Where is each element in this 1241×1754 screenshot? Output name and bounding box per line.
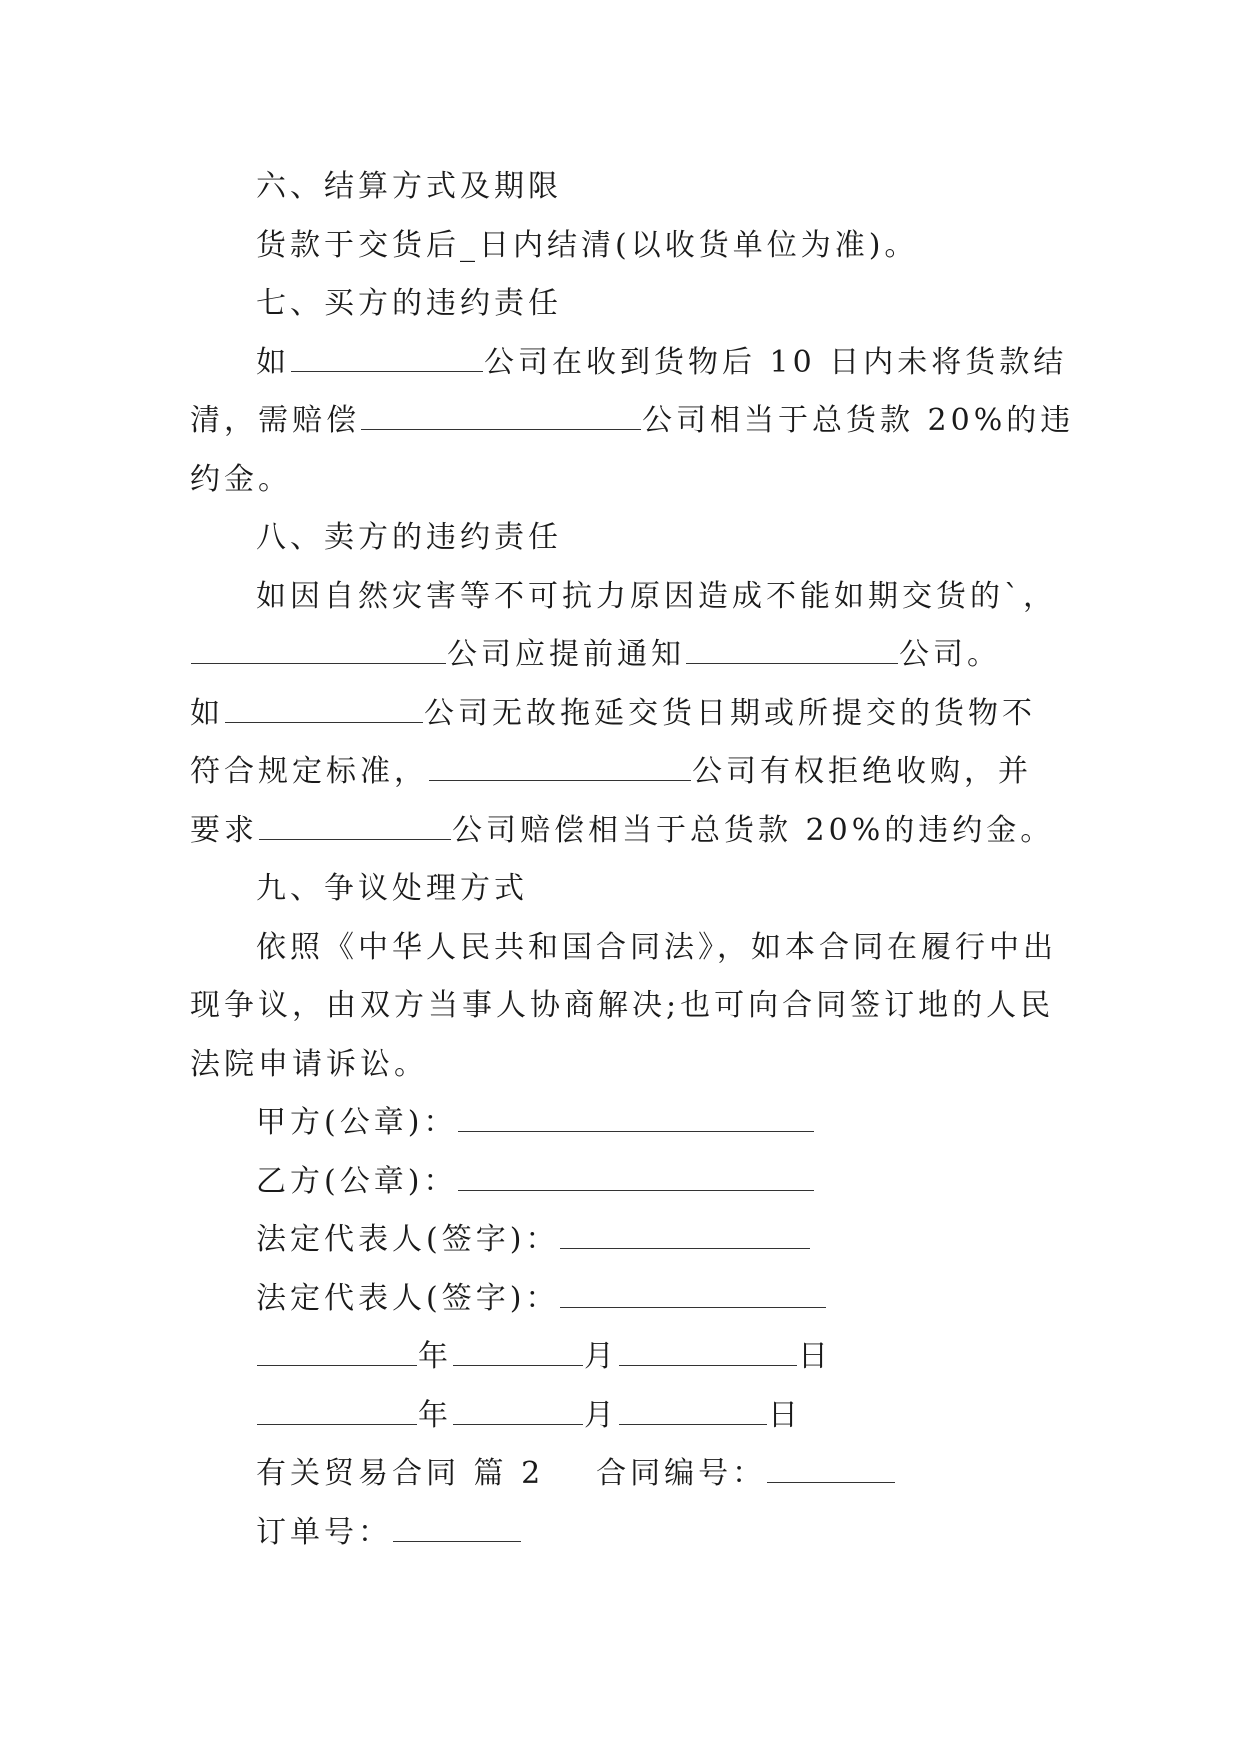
section-9-line-2: 现争议，由双方当事人协商解决;也可向合同签订地的人民 xyxy=(190,988,1055,1023)
blank-field[interactable] xyxy=(429,756,691,781)
month-field[interactable] xyxy=(453,1341,583,1366)
section-7-heading: 七、买方的违约责任 xyxy=(256,286,562,321)
section-9-line-3: 法院申请诉讼。 xyxy=(190,1046,428,1082)
legal-rep-2: 法定代表人(签字)： xyxy=(190,1270,1052,1329)
order-number-field[interactable] xyxy=(393,1517,521,1542)
day-field[interactable] xyxy=(619,1400,767,1425)
section-8-line-2: 公司应提前通知 公司。 xyxy=(190,626,1052,685)
contract-number-label: 合同编号： xyxy=(596,1456,767,1491)
section-6-heading: 六、结算方式及期限 xyxy=(256,169,562,204)
day-field[interactable] xyxy=(619,1341,797,1366)
section-8-line-1: 如因自然灾害等不可抗力原因造成不能如期交货的`， xyxy=(256,578,1057,614)
section-8-line-5: 要求 公司赔偿相当于总货款 20%的违约金。 xyxy=(190,812,1055,848)
date-line-1: 年 月 日 xyxy=(190,1328,1052,1387)
year-field[interactable] xyxy=(257,1341,417,1366)
blank-field[interactable] xyxy=(361,405,641,430)
section-9-heading: 九、争议处理方式 xyxy=(256,871,528,906)
blank-field[interactable] xyxy=(225,698,423,723)
part-2-title: 有关贸易合同 篇 2 xyxy=(256,1456,545,1491)
section-7-line-1: 如 公司在收到货物后 10 日内未将货款结 xyxy=(256,344,1068,380)
section-7-line-3: 约金。 xyxy=(190,461,292,497)
part-2-header xyxy=(190,1445,1052,1504)
blank-field[interactable] xyxy=(191,639,446,664)
order-number-line xyxy=(190,1504,1052,1563)
section-6-text: 货款于交货后_日内结清(以收货单位为准)。 xyxy=(256,227,919,263)
blank-field[interactable] xyxy=(686,639,898,664)
year-field[interactable] xyxy=(257,1400,417,1425)
month-field[interactable] xyxy=(453,1400,583,1425)
section-8-line-4: 符合规定标准， 公司有权拒绝收购，并 xyxy=(190,754,1032,789)
party-b-field[interactable] xyxy=(458,1166,814,1191)
blank-field[interactable] xyxy=(291,347,483,372)
contract-page xyxy=(190,158,1075,1562)
party-a-field[interactable] xyxy=(458,1107,814,1132)
legal-rep-1-field[interactable] xyxy=(560,1224,810,1249)
section-9-line-1: 依照《中华人民共和国合同法》，如本合同在履行中出 xyxy=(256,929,1057,965)
section-8-heading: 八、卖方的违约责任 xyxy=(256,520,562,555)
contract-number-field[interactable] xyxy=(767,1458,895,1483)
legal-rep-2-field[interactable] xyxy=(560,1283,826,1308)
blank-field[interactable] xyxy=(259,815,451,840)
order-number-label: 订单号： xyxy=(256,1514,392,1550)
date-line-2: 年 月 日 xyxy=(190,1387,1052,1446)
section-8-line-3: 如 公司无故拖延交货日期或所提交的货物不 xyxy=(190,695,1036,731)
party-b-seal: 乙方(公章)： xyxy=(190,1153,1052,1212)
legal-rep-1: 法定代表人(签字)： xyxy=(190,1211,1052,1270)
section-7-line-2: 清，需赔偿 公司相当于总货款 20%的违 xyxy=(190,403,1075,438)
party-a-seal: 甲方(公章)： xyxy=(190,1094,1052,1153)
